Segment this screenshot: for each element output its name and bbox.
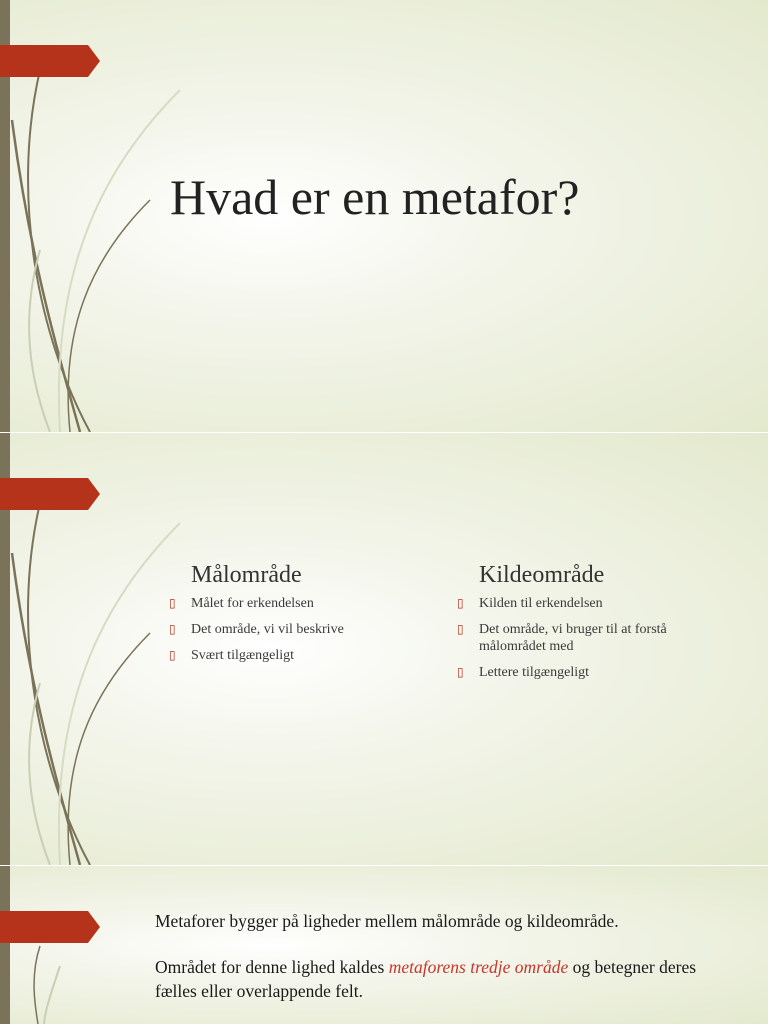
paragraph-similarity: Metaforer bygger på ligheder mellem målområde og kildeområde.: [155, 911, 619, 931]
bullet-icon: ▯: [457, 665, 464, 679]
list-item: ▯ Lettere tilgængeligt: [457, 665, 590, 680]
target-domain-column: [167, 562, 417, 673]
list-item: ▯ Det område, vi bruger til at forstå målområdet med: [457, 622, 667, 654]
paragraph-third-domain: Området for denne lighed kaldes metaforens tredje område og betegner deres fælles eller overlappende felt.: [155, 957, 697, 1001]
list-item: ▯ Svært tilgængeligt: [169, 648, 295, 663]
slide-title: Hvad er en metafor?: [170, 169, 580, 225]
bullet-icon: ▯: [457, 596, 464, 610]
list-item: ▯ Kilden til erkendelsen: [457, 596, 603, 611]
accent-arrow: [0, 478, 100, 510]
bullet-icon: ▯: [169, 648, 176, 662]
accent-arrow: [0, 45, 100, 77]
list-item: ▯ Målet for erkendelsen: [169, 596, 314, 611]
bullet-icon: ▯: [169, 622, 176, 636]
column-heading: Kildeområde: [479, 562, 605, 588]
bullet-icon: ▯: [169, 596, 176, 610]
column-heading: Målområde: [191, 562, 302, 588]
list-item: ▯ Det område, vi vil beskrive: [169, 622, 344, 637]
highlighted-term: metaforens tredje område: [388, 957, 569, 977]
accent-arrow: [0, 911, 100, 943]
slide-1: [0, 0, 768, 432]
bullet-icon: ▯: [457, 622, 464, 636]
source-domain-column: [455, 562, 695, 690]
